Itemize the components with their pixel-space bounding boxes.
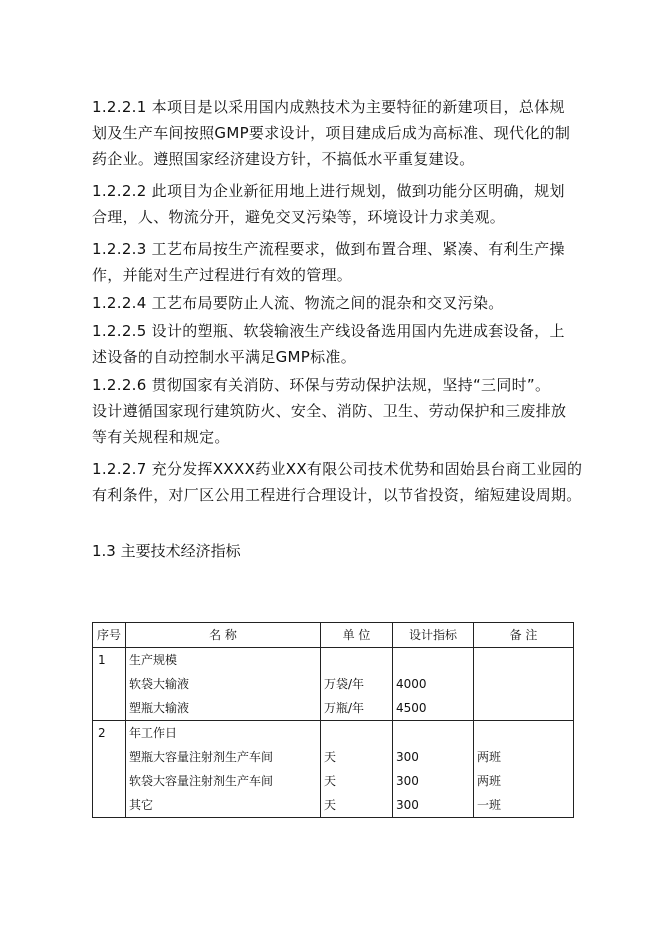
item-note — [477, 672, 570, 696]
group-seq: 1 — [98, 653, 106, 667]
item-note — [477, 648, 570, 672]
paragraph-line: 划及生产车间按照GMP要求设计，项目建成后成为高标准、现代化的制 — [92, 124, 571, 142]
note-cell — [474, 721, 574, 818]
item-value — [396, 721, 470, 745]
paragraph-line: 合理，人、物流分开，避免交叉污染等，环境设计力求美观。 — [92, 208, 506, 226]
unit-cell — [321, 648, 393, 721]
item-unit — [324, 648, 389, 672]
paragraph-1-2-2-5 — [92, 318, 592, 370]
item-unit: 万袋/年 — [324, 677, 365, 691]
column-header-name: 名 称 — [126, 623, 321, 648]
table-row — [93, 721, 574, 818]
paragraph-line: 作，并能对生产过程进行有效的管理。 — [92, 266, 353, 284]
paragraph-line: 1.2.2.5 设计的塑瓶、软袋输液生产线设备选用国内先进成套设备，上 — [92, 322, 565, 340]
paragraph-line: 述设备的自动控制水平满足GMP标准。 — [92, 348, 357, 366]
group-seq-cell — [93, 721, 126, 818]
paragraph-1-2-2-7 — [92, 456, 592, 508]
item-name: 塑瓶大容量注射剂生产车间 — [129, 750, 274, 764]
paragraph-line: 有利条件，对厂区公用工程进行合理设计，以节省投资，缩短建设周期。 — [92, 486, 582, 504]
table-header-row — [93, 623, 574, 648]
item-value: 300 — [396, 774, 419, 788]
paragraph-line: 等有关规程和规定。 — [92, 428, 230, 446]
item-note — [477, 696, 570, 720]
item-unit: 天 — [324, 750, 337, 764]
paragraph-line: 1.2.2.7 充分发挥XXXX药业XX有限公司技术优势和固始县台商工业园的 — [92, 460, 583, 478]
paragraph-line: 药企业。遵照国家经济建设方针，不搞低水平重复建设。 — [92, 150, 475, 168]
column-header-note: 备 注 — [474, 623, 574, 648]
item-name: 软袋大输液 — [129, 677, 190, 691]
column-header-seq: 序号 — [93, 623, 126, 648]
technical-indicators-table — [92, 622, 574, 818]
unit-cell — [321, 721, 393, 818]
value-cell — [393, 648, 474, 721]
section-heading: 1.3 主要技术经济指标 — [92, 542, 241, 560]
paragraph-line: 1.2.2.6 贯彻国家有关消防、环保与劳动保护法规，坚持“三同时”。 — [92, 376, 551, 394]
paragraph-1-2-2-2 — [92, 178, 592, 230]
item-note: 两班 — [477, 774, 502, 788]
name-cell — [126, 648, 321, 721]
item-note: 两班 — [477, 750, 502, 764]
item-name: 生产规模 — [129, 653, 178, 667]
paragraph-1-2-2-3 — [92, 236, 592, 288]
value-cell — [393, 721, 474, 818]
item-value — [396, 648, 470, 672]
group-seq: 2 — [98, 726, 106, 740]
paragraph-1-2-2-1 — [92, 94, 592, 172]
paragraph-1-2-2-6 — [92, 372, 592, 450]
table-row — [93, 648, 574, 721]
item-value: 300 — [396, 798, 419, 812]
paragraph-line: 设计遵循国家现行建筑防火、安全、消防、卫生、劳动保护和三废排放 — [92, 402, 567, 420]
item-unit — [324, 721, 389, 745]
item-unit: 万瓶/年 — [324, 701, 365, 715]
name-cell — [126, 721, 321, 818]
item-unit: 天 — [324, 774, 337, 788]
item-name: 塑瓶大输液 — [129, 701, 190, 715]
item-name: 年工作日 — [129, 726, 178, 740]
item-name: 其它 — [129, 798, 154, 812]
paragraph-1-2-2-4 — [92, 290, 592, 316]
group-seq-cell — [93, 648, 126, 721]
item-note: 一班 — [477, 798, 502, 812]
item-value: 4500 — [396, 701, 427, 715]
paragraph-line: 1.2.2.1 本项目是以采用国内成熟技术为主要特征的新建项目，总体规 — [92, 98, 565, 116]
note-cell — [474, 648, 574, 721]
item-note — [477, 721, 570, 745]
item-name: 软袋大容量注射剂生产车间 — [129, 774, 274, 788]
item-unit: 天 — [324, 798, 337, 812]
paragraph-line: 1.2.2.4 工艺布局要防止人流、物流之间的混杂和交叉污染。 — [92, 294, 504, 312]
column-header-value: 设计指标 — [393, 623, 474, 648]
item-value: 4000 — [396, 677, 427, 691]
paragraph-line: 1.2.2.3 工艺布局按生产流程要求，做到布置合理、紧凑、有利生产操 — [92, 240, 565, 258]
column-header-unit: 单 位 — [321, 623, 393, 648]
paragraph-line: 1.2.2.2 此项目为企业新征用地上进行规划，做到功能分区明确，规划 — [92, 182, 565, 200]
item-value: 300 — [396, 750, 419, 764]
